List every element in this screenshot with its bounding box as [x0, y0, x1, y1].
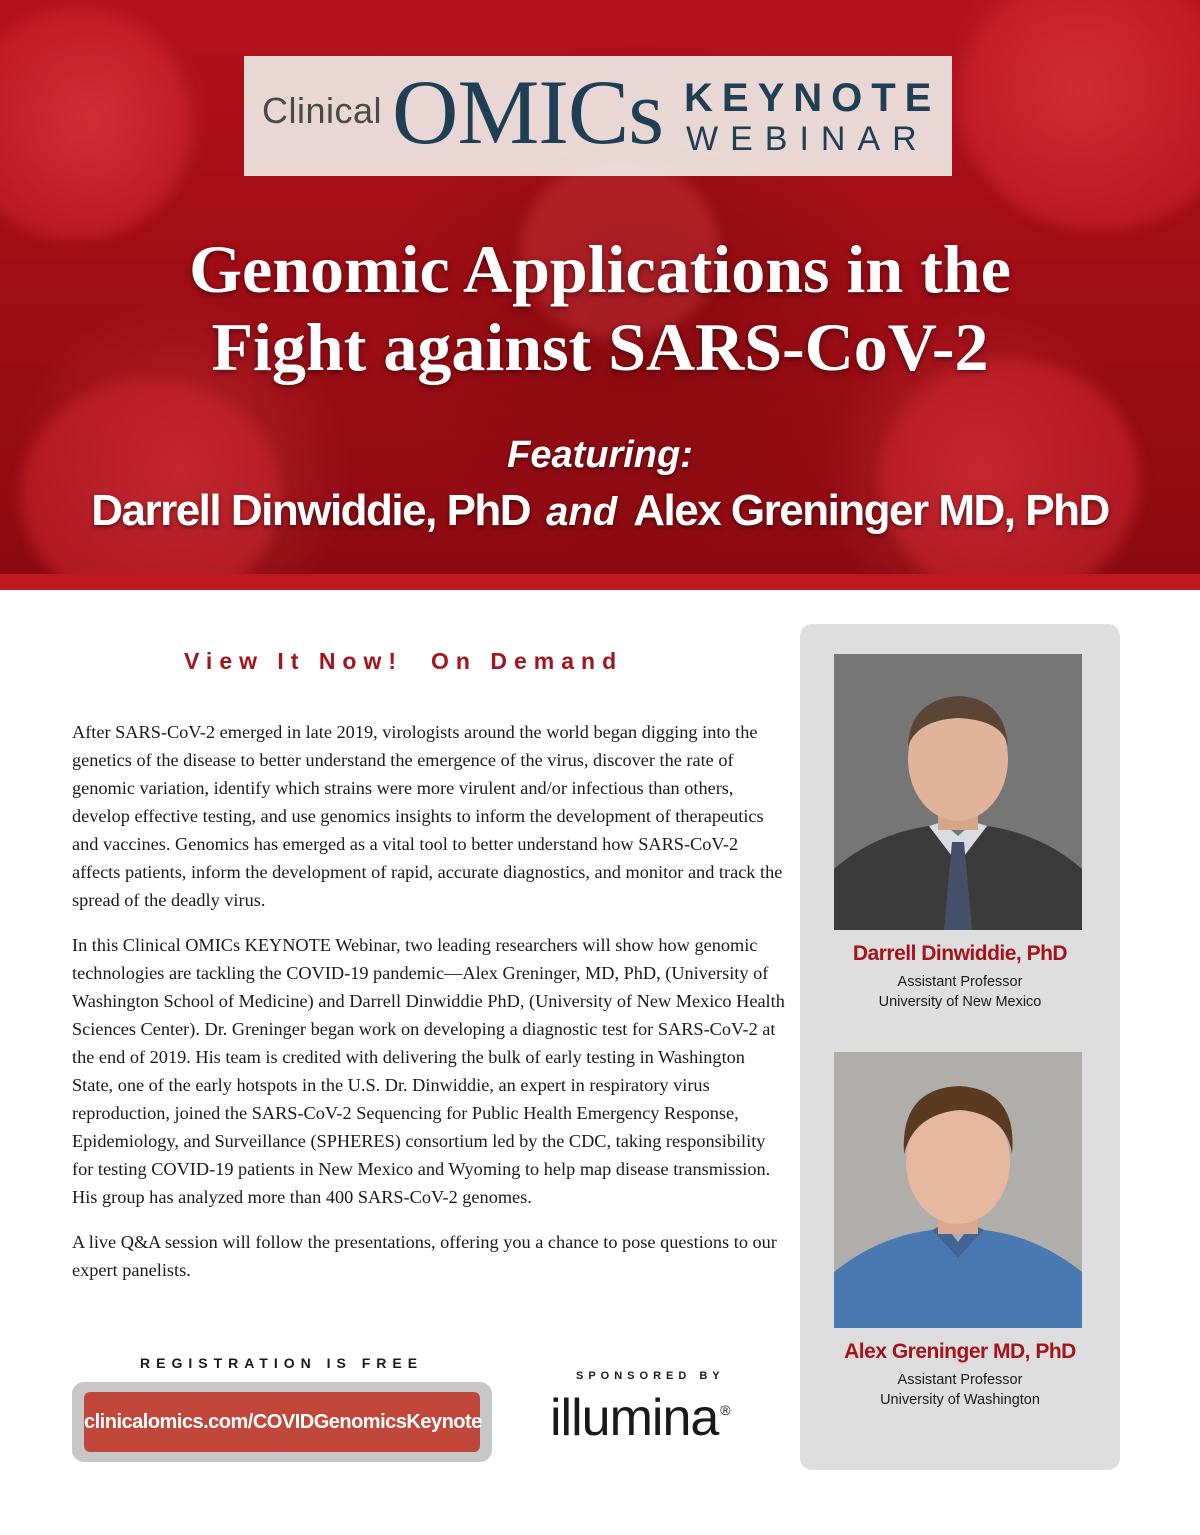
- description: [72, 718, 790, 1301]
- speaker-org-1: University of New Mexico: [878, 994, 1042, 1010]
- title-line-1: Genomic Applications in the: [189, 231, 1011, 307]
- speaker-portrait-icon: [834, 654, 1082, 930]
- featuring-label: Featuring:: [507, 434, 693, 476]
- brand-logo: [244, 56, 952, 176]
- speaker-org-2: University of Washington: [880, 1392, 1040, 1408]
- description-paragraph-3: A live Q&A session will follow the presentations, offering you a chance to pose questions to our expert panelists.: [72, 1232, 777, 1280]
- speaker-role-1: Assistant Professor: [897, 974, 1023, 990]
- brand-omics-text: OMICs: [392, 61, 664, 163]
- sponsor-logo: [550, 1388, 730, 1448]
- speaker-role-2: Assistant Professor: [897, 1372, 1023, 1388]
- brand-clinical-text: Clinical: [262, 90, 383, 131]
- speaker-name-2: Alex Greninger MD, PhD: [844, 1340, 1076, 1363]
- registration-button-frame: [72, 1382, 492, 1462]
- view-now-heading: [184, 648, 623, 675]
- description-paragraph-1: After SARS-CoV-2 emerged in late 2019, virologists around the world began digging into the genetics of the disease to better understand the emergence of the virus, discover the rate of genomic variation, identify which strains were more virulent and/or infectious than others, develop effective testing, and use genomics insights to inform the development of therapeutics and vaccines. Genomics has emerged as a vital tool to better understand how SARS-CoV-2 affects patients, inform the development of rapid, accurate diagnostics, and monitor and track the spread of the deadly virus.: [72, 722, 783, 910]
- featured-speaker-1: Darrell Dinwiddie, PhD: [91, 486, 531, 535]
- speaker-photo-dinwiddie: [834, 654, 1082, 930]
- virus-blob-decoration: [0, 10, 190, 240]
- title-line-2: Fight against SARS-CoV-2: [211, 309, 989, 385]
- view-now-text: View It Now!: [184, 648, 404, 674]
- registration-label: REGISTRATION IS FREE: [140, 1355, 424, 1371]
- hero-banner: [0, 0, 1200, 590]
- registered-mark: ®: [720, 1402, 730, 1418]
- and-connector: and: [546, 490, 618, 534]
- on-demand-text: On Demand: [431, 648, 624, 674]
- virus-blob-decoration: [20, 380, 280, 590]
- hero-divider: [0, 574, 1200, 590]
- brand-keynote-text: KEYNOTE: [684, 76, 941, 120]
- page-title: [0, 230, 1200, 386]
- brand-webinar-text: WEBINAR: [686, 120, 929, 158]
- speaker-name-1: Darrell Dinwiddie, PhD: [852, 942, 1068, 965]
- speaker-portrait-icon: [834, 1052, 1082, 1328]
- virus-blob-decoration: [960, 0, 1200, 230]
- featured-speakers: [0, 486, 1200, 536]
- registration-link-button[interactable]: clinicalomics.com/COVIDGenomicsKeynote: [84, 1392, 480, 1452]
- speaker-panel: [800, 624, 1120, 1470]
- sponsored-by-label: SPONSORED BY: [576, 1370, 725, 1382]
- sponsor-name: illumina: [550, 1389, 719, 1447]
- featured-speaker-2: Alex Greninger MD, PhD: [633, 486, 1109, 535]
- speaker-photo-greninger: [834, 1052, 1082, 1328]
- description-paragraph-2: In this Clinical OMICs KEYNOTE Webinar, two leading researchers will show how genomic technologies are tackling the COVID-19 pandemic—Alex Greninger, MD, PhD, (University of Washington School of Medicine) and Darrell Dinwiddie PhD, (University of New Mexico Health Sciences Center). Dr. Greninger began work on developing a diagnostic test for SARS-CoV-2 at the end of 2019. His team is credited with delivering the bulk of early testing in Washington State, one of the early hotspots in the U.S. Dr. Dinwiddie, an expert in respiratory virus reproduction, joined the SARS-CoV-2 Sequencing for Public Health Emergency Response, Epidemiology, and Surveillance (SPHERES) consortium led by the CDC, taking responsibility for testing COVID-19 patients in New Mexico and Wyoming to help map disease transmission. His group has analyzed more than 400 SARS-CoV-2 genomes.: [72, 935, 785, 1207]
